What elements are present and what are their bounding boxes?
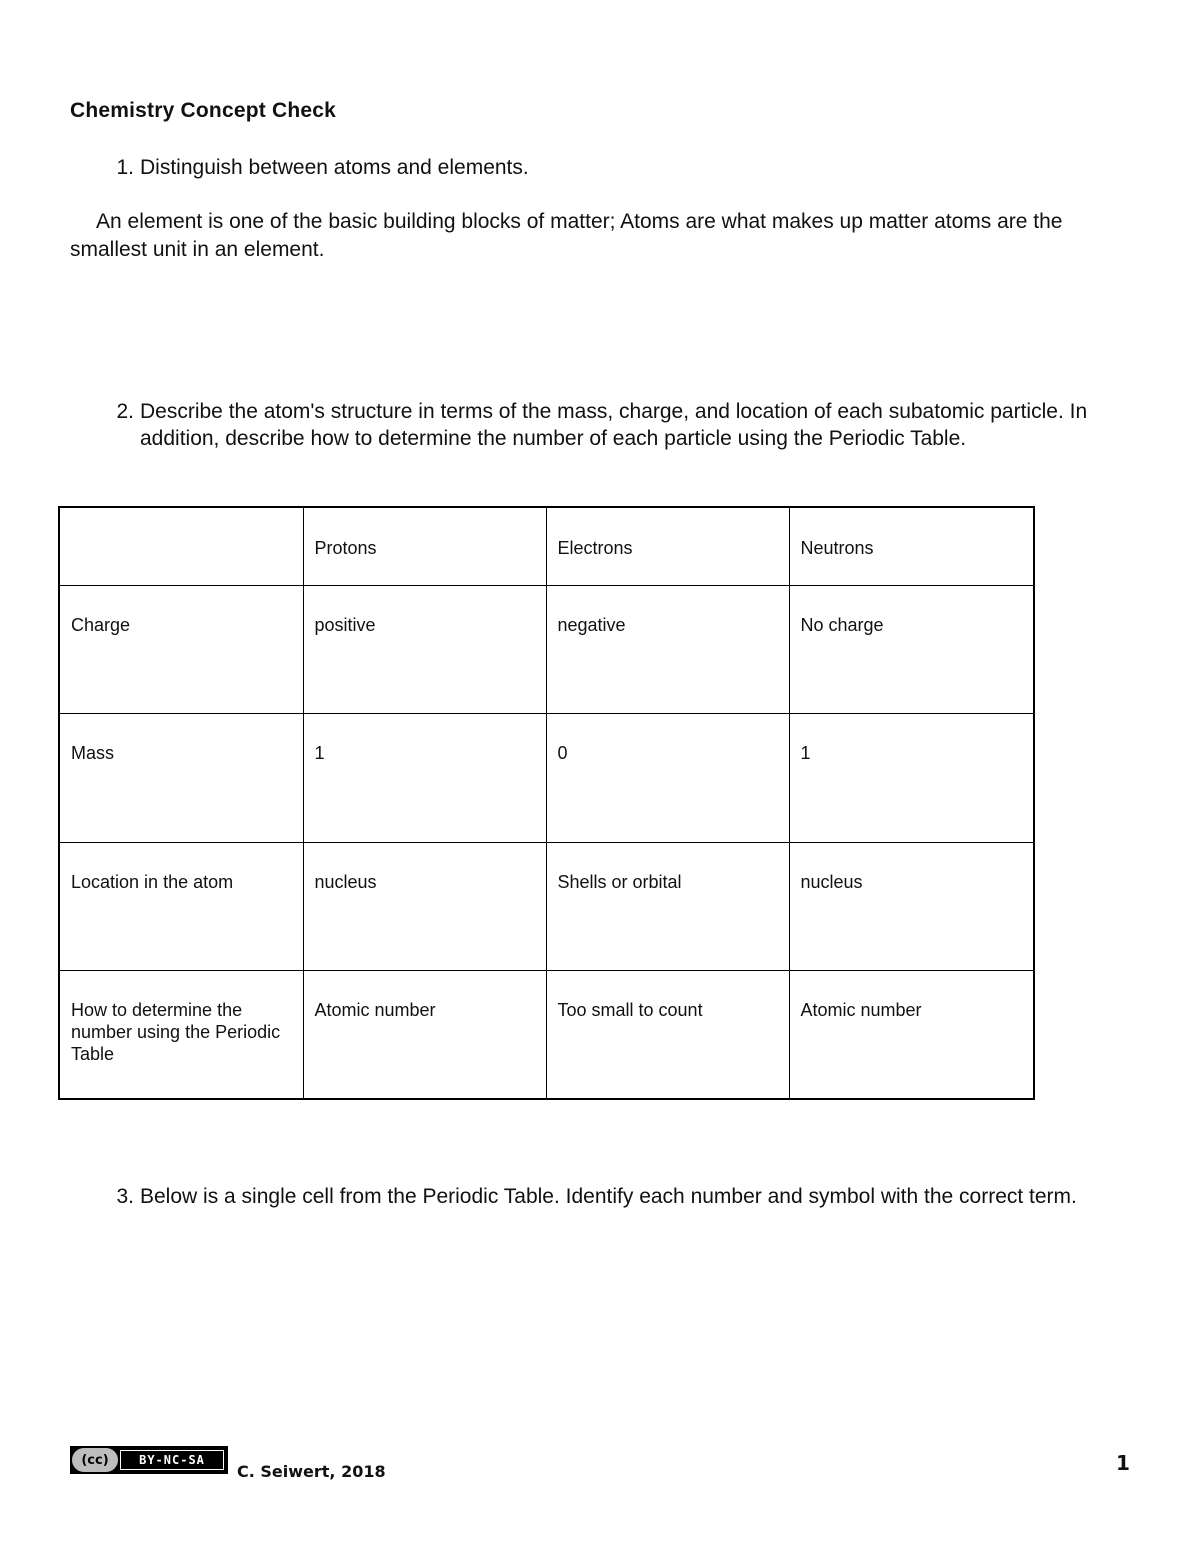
table-cell: positive bbox=[303, 585, 546, 714]
table-cell: 1 bbox=[789, 714, 1034, 843]
question-text: Distinguish between atoms and elements. bbox=[140, 156, 529, 179]
table-cell: nucleus bbox=[303, 842, 546, 971]
table-row-label: Location in the atom bbox=[59, 842, 303, 971]
table-header-cell bbox=[59, 507, 303, 585]
question-number: 3. bbox=[116, 1185, 134, 1208]
page-title: Chemistry Concept Check bbox=[70, 99, 337, 122]
table-cell: negative bbox=[546, 585, 789, 714]
table-row bbox=[59, 714, 1034, 843]
table-header-cell: Neutrons bbox=[789, 507, 1034, 585]
table-row-label: How to determine the number using the Periodic Table bbox=[59, 971, 303, 1100]
question-number: 2. bbox=[116, 400, 134, 423]
question-3 bbox=[104, 1183, 1104, 1243]
answer-1: An element is one of the basic building blocks of matter; Atoms are what makes up matter atoms are the smallest unit in an element. bbox=[70, 210, 1063, 261]
question-1 bbox=[104, 154, 1104, 184]
table-cell: Shells or orbital bbox=[546, 842, 789, 971]
question-number: 1. bbox=[116, 156, 134, 179]
table-cell: nucleus bbox=[789, 842, 1034, 971]
subatomic-particle-table bbox=[58, 506, 1035, 1100]
table-row bbox=[59, 842, 1034, 971]
table-cell: Atomic number bbox=[303, 971, 546, 1100]
question-text: Describe the atom's structure in terms of the mass, charge, and location of each subatomic particle. In addition, describe how to determine the number of each particle using the Periodic Table. bbox=[140, 400, 1088, 450]
table-header-row bbox=[59, 507, 1034, 585]
table-cell: 0 bbox=[546, 714, 789, 843]
question-text: Below is a single cell from the Periodic Table. Identify each number and symbol with the correct term. bbox=[140, 1185, 1077, 1208]
table-cell: Too small to count bbox=[546, 971, 789, 1100]
cc-icon: (cc) bbox=[72, 1448, 118, 1472]
table-cell: 1 bbox=[303, 714, 546, 843]
author-credit: C. Seiwert, 2018 bbox=[237, 1462, 386, 1481]
table-cell: No charge bbox=[789, 585, 1034, 714]
table-header-cell: Electrons bbox=[546, 507, 789, 585]
page-number: 1 bbox=[1116, 1451, 1130, 1475]
question-2 bbox=[104, 398, 1124, 482]
table-row bbox=[59, 971, 1034, 1100]
table-row-label: Charge bbox=[59, 585, 303, 714]
table-row bbox=[59, 585, 1034, 714]
table-cell: Atomic number bbox=[789, 971, 1034, 1100]
cc-license-badge bbox=[70, 1446, 228, 1474]
table-header-cell: Protons bbox=[303, 507, 546, 585]
license-label: BY-NC-SA bbox=[120, 1450, 224, 1470]
table-row-label: Mass bbox=[59, 714, 303, 843]
